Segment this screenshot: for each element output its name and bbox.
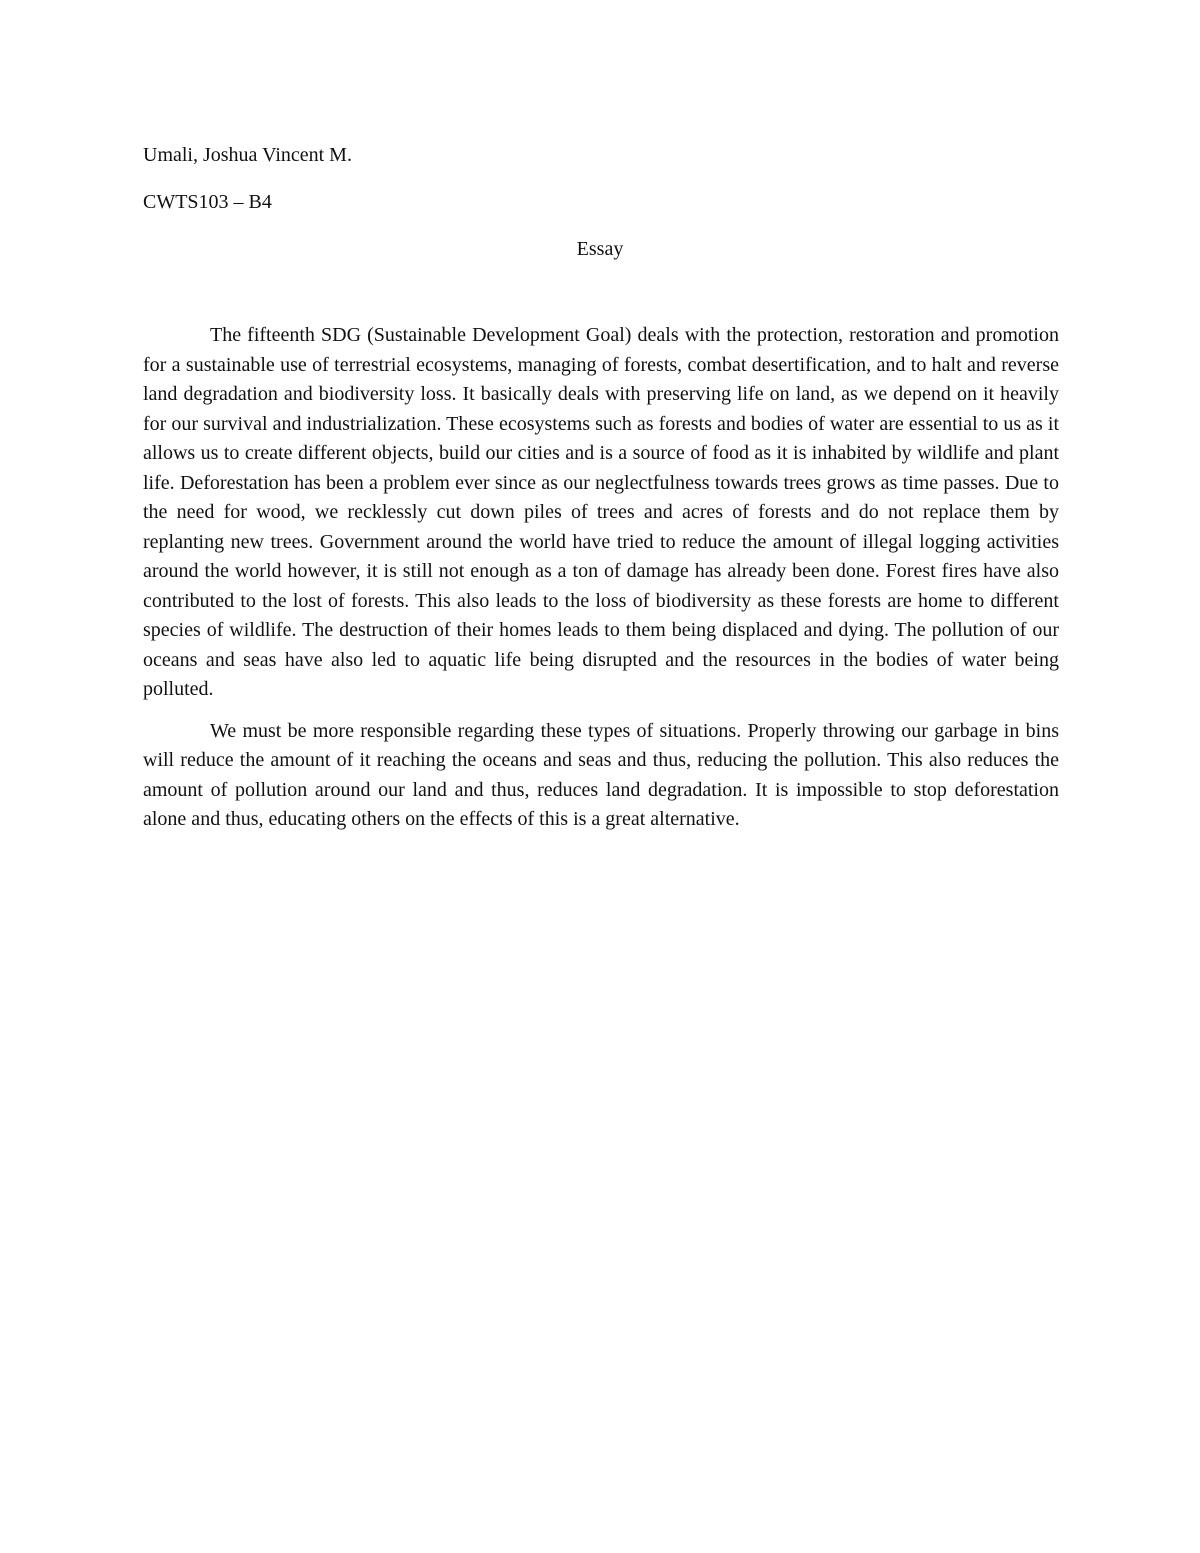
essay-title: Essay xyxy=(576,238,624,260)
author-name: Umali, Joshua Vincent M. xyxy=(143,144,352,166)
essay-paragraph-1: The fifteenth SDG (Sustainable Development Goal) deals with the protection, restoration and promotion for a sustainable use of terrestrial ecosystems, managing of forests, combat desertification, and to halt and reverse land degradation and biodiversity loss. It basically deals with preserving life on land, as we depend on it heavily for our survival and industrialization. These ecosystems such as forests and bodies of water are essential to us as it allows us to create different objects, build our cities and is a source of food as it is inhabited by wildlife and plant life. Deforestation has been a problem ever since as our neglectfulness towards trees grows as time passes. Due to the need for wood, we recklessly cut down piles of trees and acres of forests and do not replace them by replanting new trees. Government around the world have tried to reduce the amount of illegal logging activities around the world however, it is still not enough as a ton of damage has already been done. Forest fires have also contributed to the lost of forests. This also leads to the loss of biodiversity as these forests are home to different species of wildlife. The destruction of their homes leads to them being displaced and dying. The pollution of our oceans and seas have also led to aquatic life being disrupted and the resources in the bodies of water being polluted. xyxy=(143,324,1059,700)
course-section: CWTS103 – B4 xyxy=(143,191,272,213)
essay-paragraph-2: We must be more responsible regarding these types of situations. Properly throwing our garbage in bins will reduce the amount of it reaching the oceans and seas and thus, reducing the pollution. This also reduces the amount of pollution around our land and thus, reduces land degradation. It is impossible to stop deforestation alone and thus, educating others on the effects of this is a great alternative. xyxy=(143,719,1059,830)
essay-body xyxy=(143,321,1059,847)
